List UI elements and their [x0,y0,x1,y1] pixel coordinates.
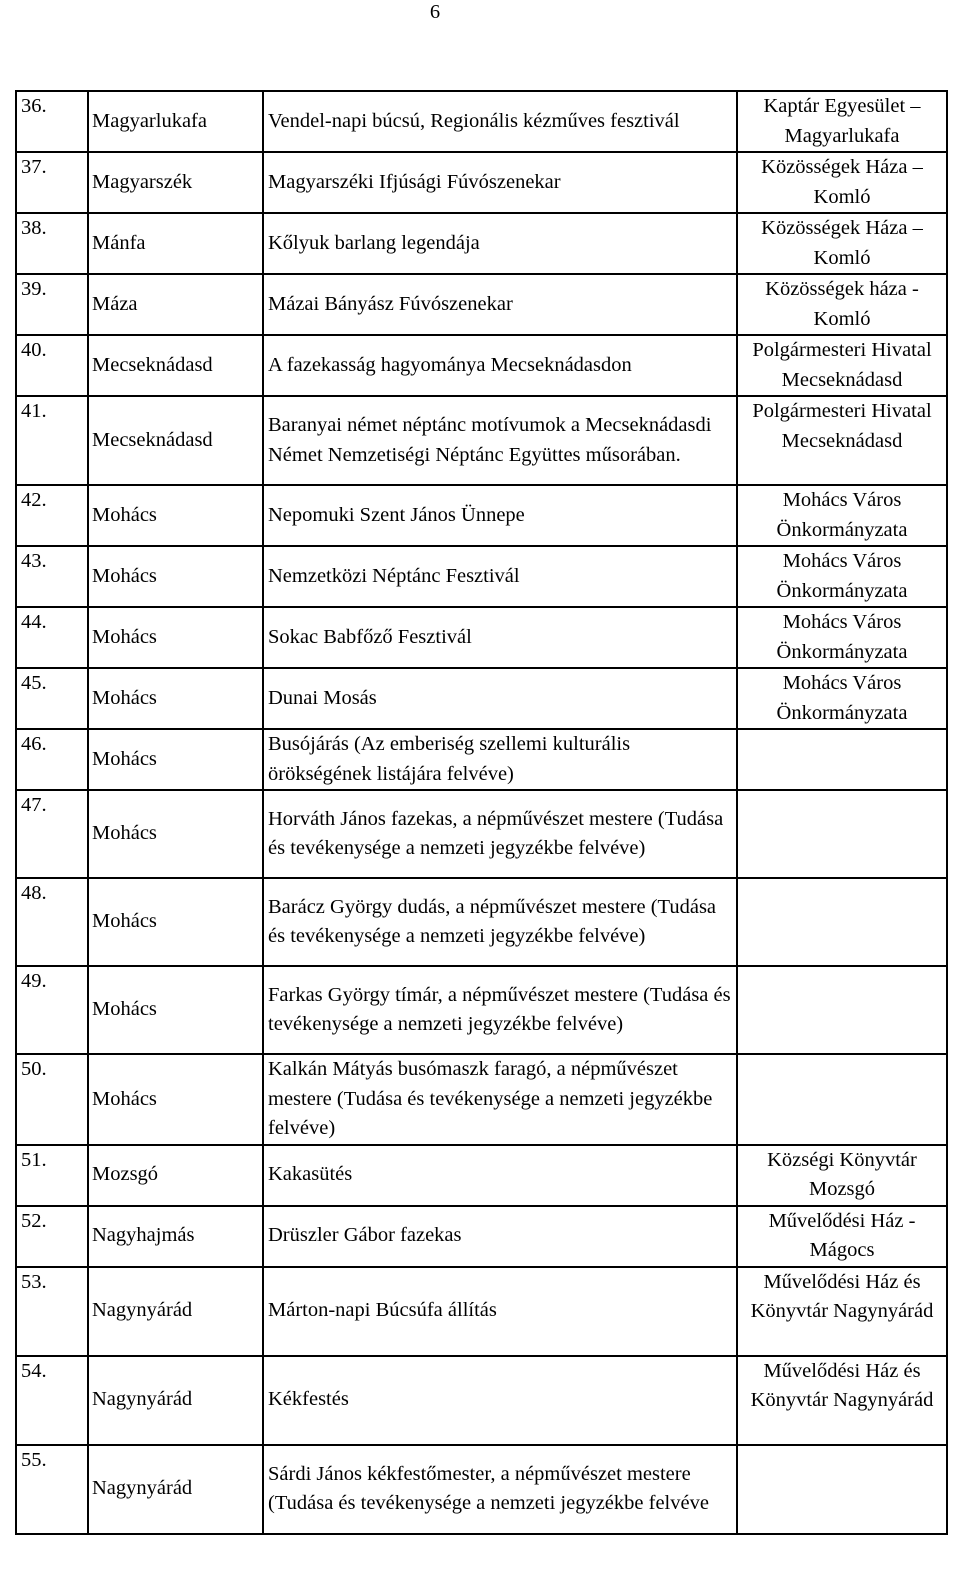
page-number: 6 [429,1,441,23]
row-number-cell: 43. [16,546,88,607]
place-cell: Mohács [88,878,263,966]
organizer-cell: Közösségek Háza – Komló [737,213,947,274]
event-cell: Mázai Bányász Fúvószenekar [263,274,737,335]
organizer-cell: Mohács Város Önkormányzata [737,485,947,546]
row-number-cell: 52. [16,1206,88,1267]
organizer-cell [737,966,947,1054]
table-row [16,607,947,668]
event-cell: Nemzetközi Néptánc Fesztivál [263,546,737,607]
table-row [16,790,947,878]
row-number-cell: 38. [16,213,88,274]
organizer-cell: Közösségek háza - Komló [737,274,947,335]
table-row [16,729,947,790]
row-number-cell: 42. [16,485,88,546]
table-row [16,1145,947,1206]
organizer-cell [737,878,947,966]
place-cell: Nagyhajmás [88,1206,263,1267]
event-cell: Horváth János fazekas, a népművészet mestere (Tudása és tevékenysége a nemzeti jegyzékbe felvéve) [263,790,737,878]
table-row [16,1267,947,1356]
event-cell: Sárdi János kékfestőmester, a népművészet mestere (Tudása és tevékenysége a nemzeti jegyzékbe felvéve [263,1445,737,1534]
organizer-cell: Mohács Város Önkormányzata [737,668,947,729]
event-cell: Drüszler Gábor fazekas [263,1206,737,1267]
place-cell: Magyarszék [88,152,263,213]
table-row [16,335,947,396]
event-cell: Sokac Babfőző Fesztivál [263,607,737,668]
place-cell: Mohács [88,546,263,607]
table-row [16,485,947,546]
row-number-cell: 45. [16,668,88,729]
organizer-cell: Művelődési Ház és Könyvtár Nagynyárád [737,1356,947,1445]
table-row [16,668,947,729]
table-row [16,1206,947,1267]
row-number-cell: 49. [16,966,88,1054]
organizer-cell: Mohács Város Önkormányzata [737,546,947,607]
event-cell: Barácz György dudás, a népművészet mestere (Tudása és tevékenysége a nemzeti jegyzékbe felvéve) [263,878,737,966]
row-number-cell: 41. [16,396,88,485]
place-cell: Mecseknádasd [88,396,263,485]
row-number-cell: 51. [16,1145,88,1206]
row-number-cell: 54. [16,1356,88,1445]
event-cell: Nepomuki Szent János Ünnepe [263,485,737,546]
event-cell: Kakasütés [263,1145,737,1206]
organizer-cell: Polgármesteri Hivatal Mecseknádasd [737,335,947,396]
organizer-cell [737,1445,947,1534]
place-cell: Mohács [88,668,263,729]
organizer-cell: Közösségek Háza – Komló [737,152,947,213]
organizer-cell: Mohács Város Önkormányzata [737,607,947,668]
table-row [16,152,947,213]
event-cell: Márton-napi Búcsúfa állítás [263,1267,737,1356]
place-cell: Mohács [88,790,263,878]
organizer-cell: Községi Könyvtár Mozsgó [737,1145,947,1206]
event-cell: Baranyai német néptánc motívumok a Mecseknádasdi Német Nemzetiségi Néptánc Együttes műsorában. [263,396,737,485]
place-cell: Mohács [88,966,263,1054]
place-cell: Magyarlukafa [88,91,263,152]
table-row [16,91,947,152]
organizer-cell: Művelődési Ház és Könyvtár Nagynyárád [737,1267,947,1356]
place-cell: Mozsgó [88,1145,263,1206]
organizer-cell [737,790,947,878]
place-cell: Máza [88,274,263,335]
organizer-cell: Polgármesteri Hivatal Mecseknádasd [737,396,947,485]
event-cell: Kalkán Mátyás busómaszk faragó, a népművészet mestere (Tudása és tevékenysége a nemzeti jegyzékbe felvéve) [263,1054,737,1145]
organizer-cell [737,1054,947,1145]
row-number-cell: 50. [16,1054,88,1145]
place-cell: Mecseknádasd [88,335,263,396]
place-cell: Nagynyárád [88,1445,263,1534]
organizer-cell [737,729,947,790]
place-cell: Nagynyárád [88,1356,263,1445]
row-number-cell: 47. [16,790,88,878]
row-number-cell: 40. [16,335,88,396]
table-row [16,1445,947,1534]
table-row [16,1054,947,1145]
table-row [16,396,947,485]
table-row [16,1356,947,1445]
organizer-cell: Kaptár Egyesület – Magyarlukafa [737,91,947,152]
row-number-cell: 53. [16,1267,88,1356]
table-row [16,546,947,607]
row-number-cell: 37. [16,152,88,213]
row-number-cell: 36. [16,91,88,152]
table-row [16,274,947,335]
place-cell: Nagynyárád [88,1267,263,1356]
place-cell: Mohács [88,607,263,668]
place-cell: Mohács [88,1054,263,1145]
event-cell: Magyarszéki Ifjúsági Fúvószenekar [263,152,737,213]
event-cell: A fazekasság hagyománya Mecseknádasdon [263,335,737,396]
place-cell: Mohács [88,485,263,546]
table-row [16,878,947,966]
row-number-cell: 55. [16,1445,88,1534]
event-cell: Busójárás (Az emberiség szellemi kulturális örökségének listájára felvéve) [263,729,737,790]
organizer-cell: Művelődési Ház - Mágocs [737,1206,947,1267]
heritage-table [15,90,948,1535]
event-cell: Dunai Mosás [263,668,737,729]
table-body [16,91,947,1534]
event-cell: Farkas György tímár, a népművészet mestere (Tudása és tevékenysége a nemzeti jegyzékbe felvéve) [263,966,737,1054]
event-cell: Kékfestés [263,1356,737,1445]
table-row [16,213,947,274]
row-number-cell: 39. [16,274,88,335]
row-number-cell: 46. [16,729,88,790]
event-cell: Kőlyuk barlang legendája [263,213,737,274]
place-cell: Mánfa [88,213,263,274]
row-number-cell: 44. [16,607,88,668]
place-cell: Mohács [88,729,263,790]
row-number-cell: 48. [16,878,88,966]
event-cell: Vendel-napi búcsú, Regionális kézműves fesztivál [263,91,737,152]
table-row [16,966,947,1054]
